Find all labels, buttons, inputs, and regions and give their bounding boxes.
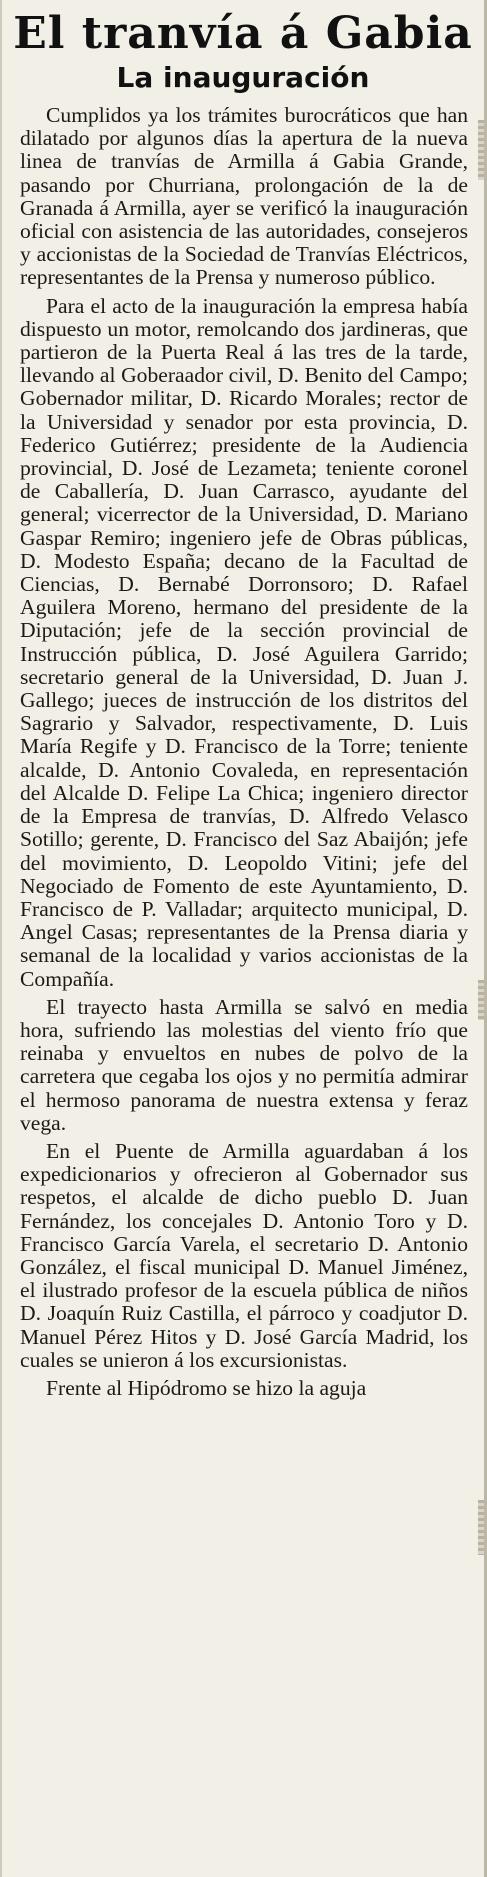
paragraph-armilla-welcome: En el Puente de Armilla aguardaban á los expedicionarios y ofrecieron al Gobernador sus respetos, el alcalde de dicho pueblo D. Juan Fernández, los concejales D. Antonio Toro y D. Francisco García Varela, el secretario D. Antonio González, el fiscal municipal D. Manuel Jiménez, el ilustrado profesor de la escuela pública de niños D. Joaquín Ruiz Castilla, el párroco y coadjutor D. Manuel Pérez Hitos y D. José García Madrid, los cuales se unieron á los excursionistas. <box>20 1138 468 1372</box>
edge-damage-mark <box>478 1500 484 1555</box>
paragraph-hipodromo: Frente al Hipódromo se hizo la aguja <box>46 1375 367 1400</box>
paragraph-journey: El trayecto hasta Armilla se salvó en media hora, sufriendo las molestias del viento frío que reinaba y envueltos en nubes de polvo de la carretera que cegaba los ojos y no permitía admirar el hermoso panorama de nuestra extensa y feraz vega. <box>20 994 468 1135</box>
paragraph-opening: Cumplidos ya los trámites burocráticos que han dilatado por algunos días la apertura de la nueva linea de tranvías de Armilla á Gabia Grande, pasando por Churriana, prolongación de la de Granada á Armilla, ayer se verificó la inauguración oficial con asistencia de las autoridades, consejeros y accionistas de la Sociedad de Tranvías Eléctricos, representantes de la Prensa y numeroso público. <box>20 103 468 290</box>
edge-damage-mark <box>478 980 484 1020</box>
edge-damage-mark <box>478 120 484 180</box>
paragraph-attendees: Para el acto de la inauguración la empresa había dispuesto un motor, remolcando dos jardineras, que partieron de la Puerta Real á las tres de la tarde, llevando al Goberaador civil, D. Benito del Campo; Gobernador militar, D. Ricardo Morales; rector de la Universidad y senador por esta provincia, D. Federico Gutiérrez; presidente de la Audiencia provincial, D. José de Lezameta; teniente coronel de Caballería, D. Juan Carrasco, ayudante del general; vicerrector de la Universidad, D. Mariano Gaspar Remiro; ingeniero jefe de Obras públicas, D. Modesto España; decano de la Facultad de Ciencias, D. Bernabé Dorronsoro; D. Rafael Aguilera Moreno, hermano del presidente de la Diputación; jefe de la sección provincial de Instrucción pública, D. José Aguilera Garrido; secretario general de la Universidad, D. Juan J. Gallego; jueces de instrucción de los distritos del Sagrario y Salvador, respectivamente, D. Luis María Regife y D. Francisco de la Torre; teniente alcalde, D. Antonio Covaleda, en representación del Alcalde D. Felipe La Chica; ingeniero director de la Empresa de tranvías, D. Alfredo Velasco Sotillo; gerente, D. Francisco del Saz Abaijón; jefe del movimiento, D. Leopoldo Vitini; jefe del Negociado de Fomento de este Ayuntamiento, D. Francisco de P. Valladar; arquitecto municipal, D. Angel Casas; representantes de la Prensa diaria y semanal de la localidad y varios accionistas de la Compañía. <box>20 293 468 991</box>
headline: El tranvía á Gabia <box>13 8 473 59</box>
article-body <box>2 104 484 1400</box>
subheading: La inauguración <box>116 61 370 94</box>
